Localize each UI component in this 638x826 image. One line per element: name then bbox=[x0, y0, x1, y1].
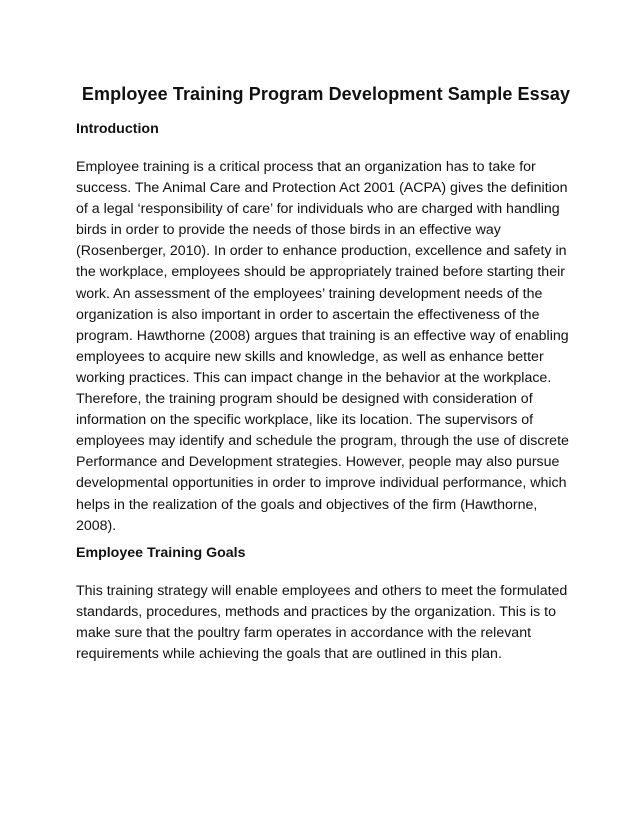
section-heading-employee-training-goals: Employee Training Goals bbox=[76, 544, 246, 561]
document-content bbox=[76, 78, 576, 665]
section-heading-introduction: Introduction bbox=[76, 121, 159, 137]
section-body-introduction: Employee training is a critical process that an organization has to take for success. The Animal Care and Protection Act 2001 (ACPA) gives the definition of a legal ‘responsibility of care’ for individuals who are charged with handling birds in order to provide the needs of those birds in an effective way (Rosenberger, 2010). In order to enhance production, excellence and safety in the workplace, employees should be appropriately trained before starting their work. An assessment of the employees’ training development needs of the organization is also important in order to ascertain the effectiveness of the program. Hawthorne (2008) argues that training is an effective way of enabling employees to acquire new skills and knowledge, as well as enhance better working practices. This can impact change in the behavior at the workplace. Therefore, the training program should be designed with consideration of information on the specific workplace, like its location. The supervisors of employees may identify and schedule the program, through the use of discrete Performance and Development strategies. However, people may also pursue developmental opportunities in order to improve individual performance, which helps in the realization of the goals and objectives of the firm (Hawthorne, 2008). bbox=[76, 159, 569, 534]
section-body-employee-training-goals: This training strategy will enable employees and others to meet the formulated standards, procedures, methods and practices by the organization. This is to make sure that the poultry farm operates in accordance with the relevant requirements while achieving the goals that are outlined in this plan. bbox=[76, 582, 568, 662]
document-title: Employee Training Program Development Sample Essay bbox=[81, 84, 571, 104]
